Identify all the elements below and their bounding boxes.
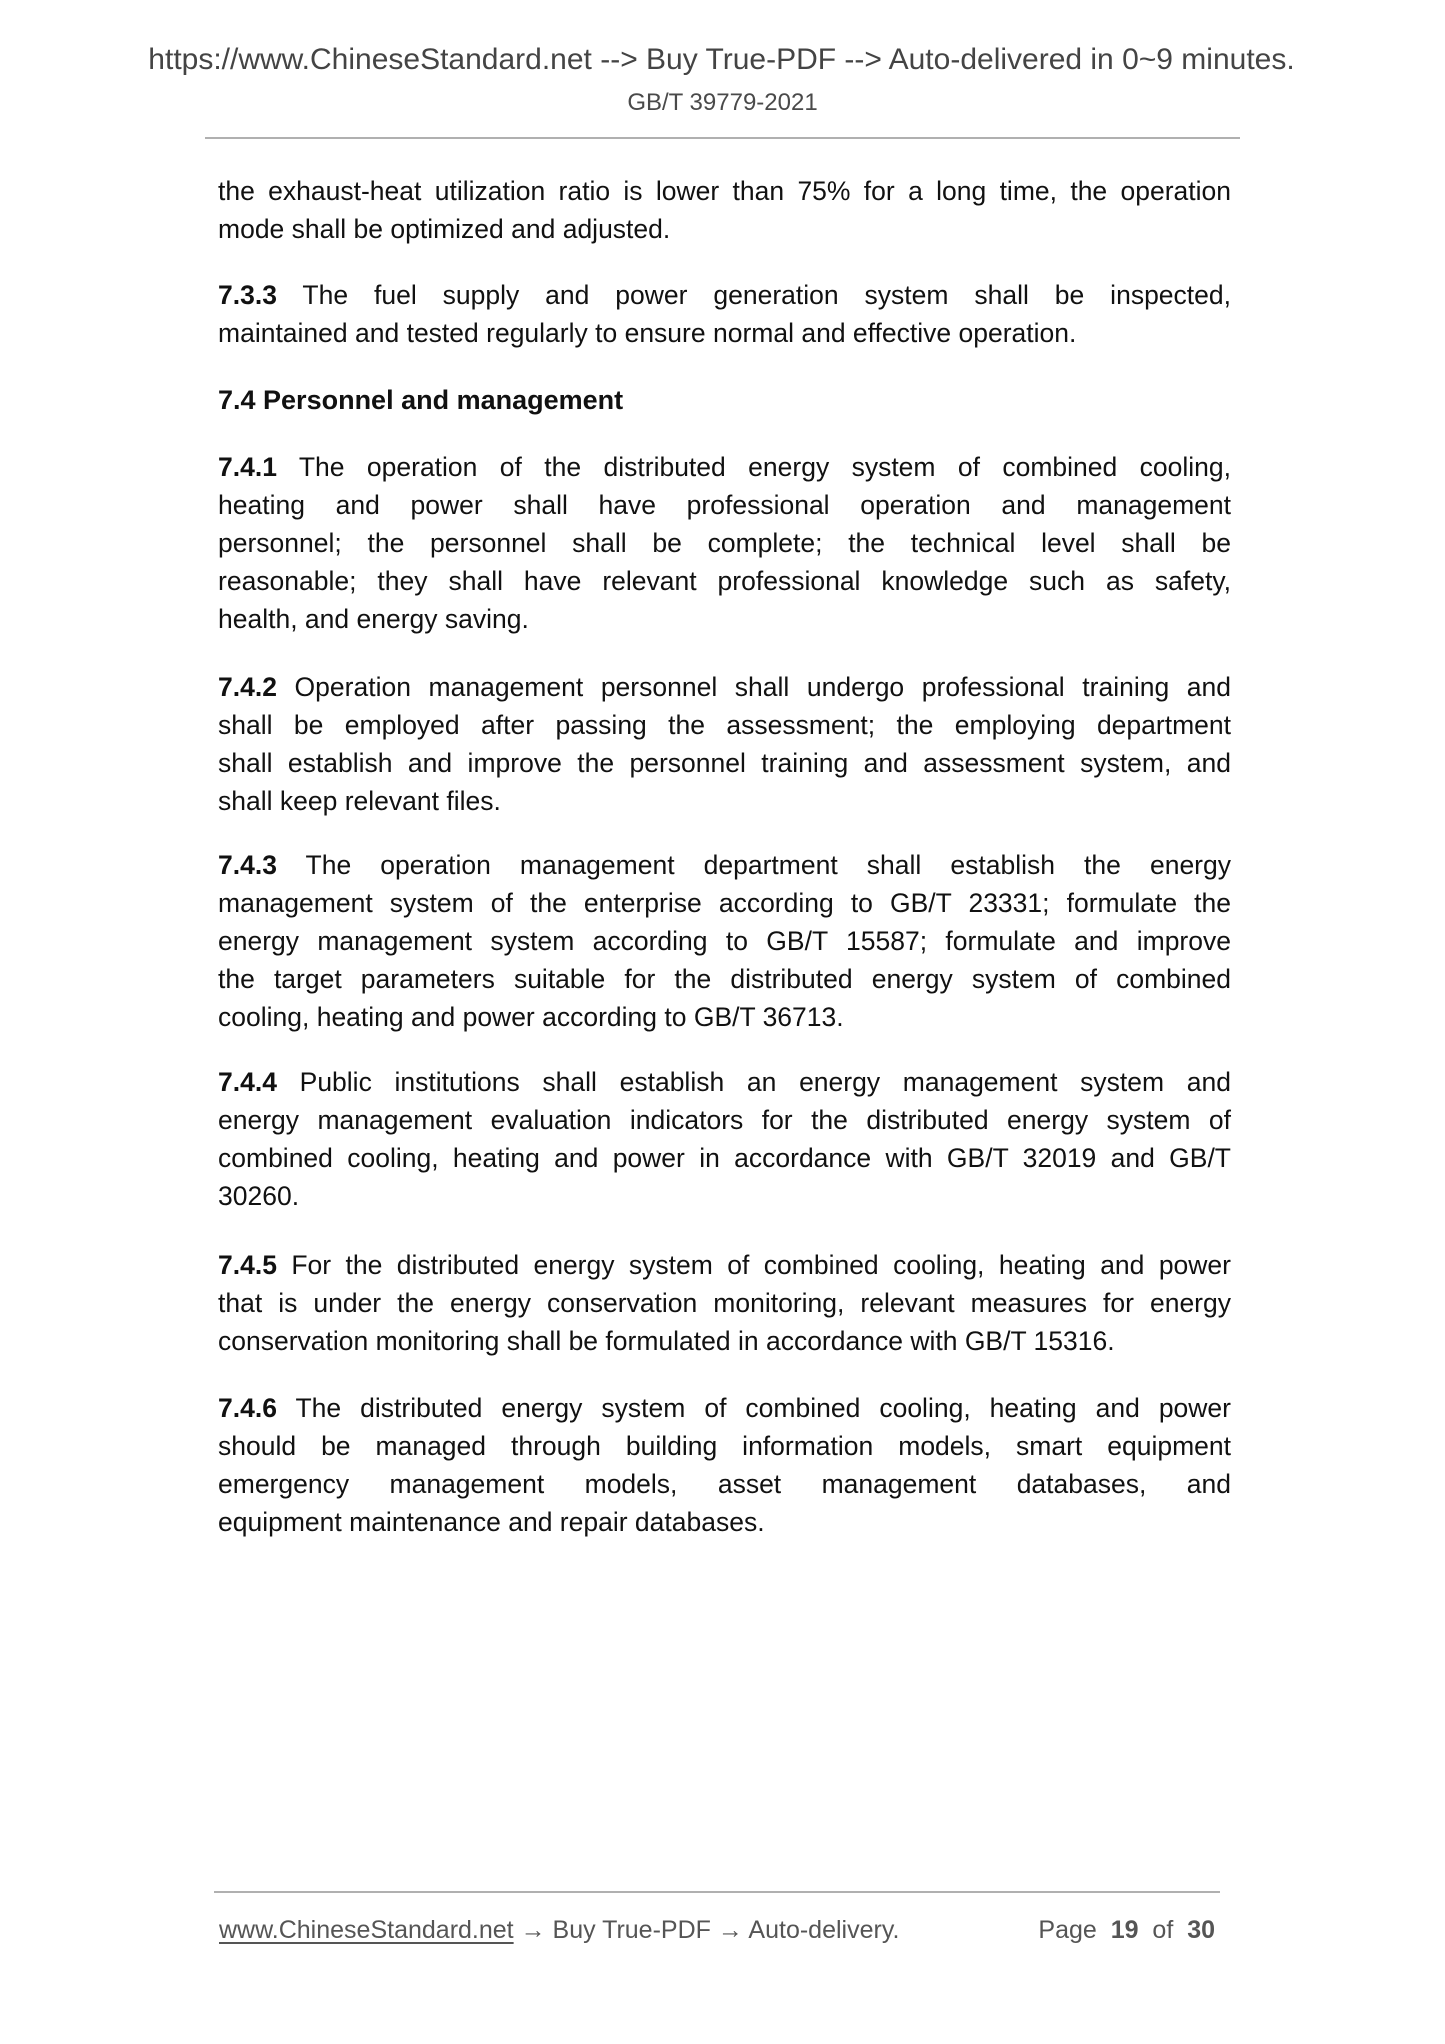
text-line: personnel; the personnel shall be complete; the technical level shall be — [218, 528, 1231, 558]
section-heading: 7.4 Personnel and management — [218, 385, 624, 415]
header-banner: https://www.ChineseStandard.net --> Buy True-PDF --> Auto-delivered in 0~9 minutes. — [148, 43, 1295, 76]
buy-text: Buy True-PDF — [552, 1916, 711, 1944]
clause-number: 7.4.4 — [218, 1067, 277, 1097]
text-line: maintained and tested regularly to ensure normal and effective operation. — [218, 318, 1077, 348]
clause-number: 7.4.5 — [218, 1250, 277, 1280]
clause-number: 7.4.1 — [218, 452, 277, 482]
clause-number: 7.4.3 — [218, 850, 277, 880]
arrow-icon: → — [513, 1916, 553, 1944]
clause-7-4-4 — [218, 1063, 1231, 1215]
text-line: energy management system according to GB/T 15587; formulate and improve — [218, 926, 1231, 956]
standard-id: GB/T 39779-2021 — [627, 89, 818, 116]
text-line: 7.4.4 Public institutions shall establish an energy management system and — [218, 1067, 1231, 1097]
clause-7-4-6 — [218, 1389, 1231, 1541]
site-link[interactable]: www.ChineseStandard.net — [219, 1916, 514, 1944]
text-line: heating and power shall have professional operation and management — [218, 490, 1231, 520]
page-current: 19 — [1110, 1916, 1139, 1944]
clause-number: 7.3.3 — [218, 280, 277, 310]
text-line: 30260. — [218, 1181, 300, 1211]
clause-number: 7.4.6 — [218, 1393, 277, 1423]
text-line: management system of the enterprise according to GB/T 23331; formulate the — [218, 888, 1231, 918]
arrow-icon: → — [710, 1916, 749, 1944]
text-line: shall be employed after passing the assessment; the employing department — [218, 710, 1231, 740]
text-line: cooling, heating and power according to GB/T 36713. — [218, 1002, 844, 1032]
text-line: shall establish and improve the personnel training and assessment system, and — [218, 748, 1231, 778]
delivery-text: Auto-delivery. — [748, 1916, 900, 1944]
clause-7-3-3 — [218, 276, 1231, 352]
text-line: 7.4.1 The operation of the distributed energy system of combined cooling, — [218, 452, 1231, 482]
text-line: the target parameters suitable for the distributed energy system of combined — [218, 964, 1231, 994]
text-line: 7.4.3 The operation management department shall establish the energy — [218, 850, 1231, 880]
text-line: 7.4.6 The distributed energy system of combined cooling, heating and power — [218, 1393, 1231, 1423]
text-line: the exhaust-heat utilization ratio is lower than 75% for a long time, the operation — [218, 176, 1231, 206]
footer-divider — [214, 1891, 1220, 1893]
page-total: 30 — [1187, 1916, 1215, 1944]
header-divider — [205, 137, 1240, 139]
clause-7-4-5 — [218, 1246, 1231, 1360]
text-line: equipment maintenance and repair databases. — [218, 1507, 765, 1537]
footer — [219, 1912, 1219, 1948]
clause-7-4-3 — [218, 846, 1231, 1036]
clause-number: 7.4.2 — [218, 672, 277, 702]
text-line: energy management evaluation indicators for the distributed energy system of — [218, 1105, 1231, 1135]
text-line: 7.3.3 The fuel supply and power generation system shall be inspected, — [218, 280, 1231, 310]
text-line: reasonable; they shall have relevant professional knowledge such as safety, — [218, 566, 1231, 596]
text-line: conservation monitoring shall be formulated in accordance with GB/T 15316. — [218, 1326, 1115, 1356]
text-line: 7.4.5 For the distributed energy system of combined cooling, heating and power — [218, 1250, 1231, 1280]
text-line: mode shall be optimized and adjusted. — [218, 214, 671, 244]
text-line: combined cooling, heating and power in accordance with GB/T 32019 and GB/T — [218, 1143, 1231, 1173]
text-line: 7.4.2 Operation management personnel shall undergo professional training and — [218, 672, 1231, 702]
section-heading-7-4 — [218, 381, 1231, 419]
text-line: that is under the energy conservation monitoring, relevant measures for energy — [218, 1288, 1231, 1318]
page-indicator: Page 19 of 30 — [1038, 1916, 1215, 1944]
clause-7-4-2 — [218, 668, 1231, 820]
clause-7-4-1 — [218, 448, 1231, 638]
paragraph-continuation — [218, 172, 1231, 248]
text-line: shall keep relevant files. — [218, 786, 501, 816]
text-line: should be managed through building information models, smart equipment — [218, 1431, 1231, 1461]
text-line: emergency management models, asset management databases, and — [218, 1469, 1231, 1499]
text-line: health, and energy saving. — [218, 604, 529, 634]
